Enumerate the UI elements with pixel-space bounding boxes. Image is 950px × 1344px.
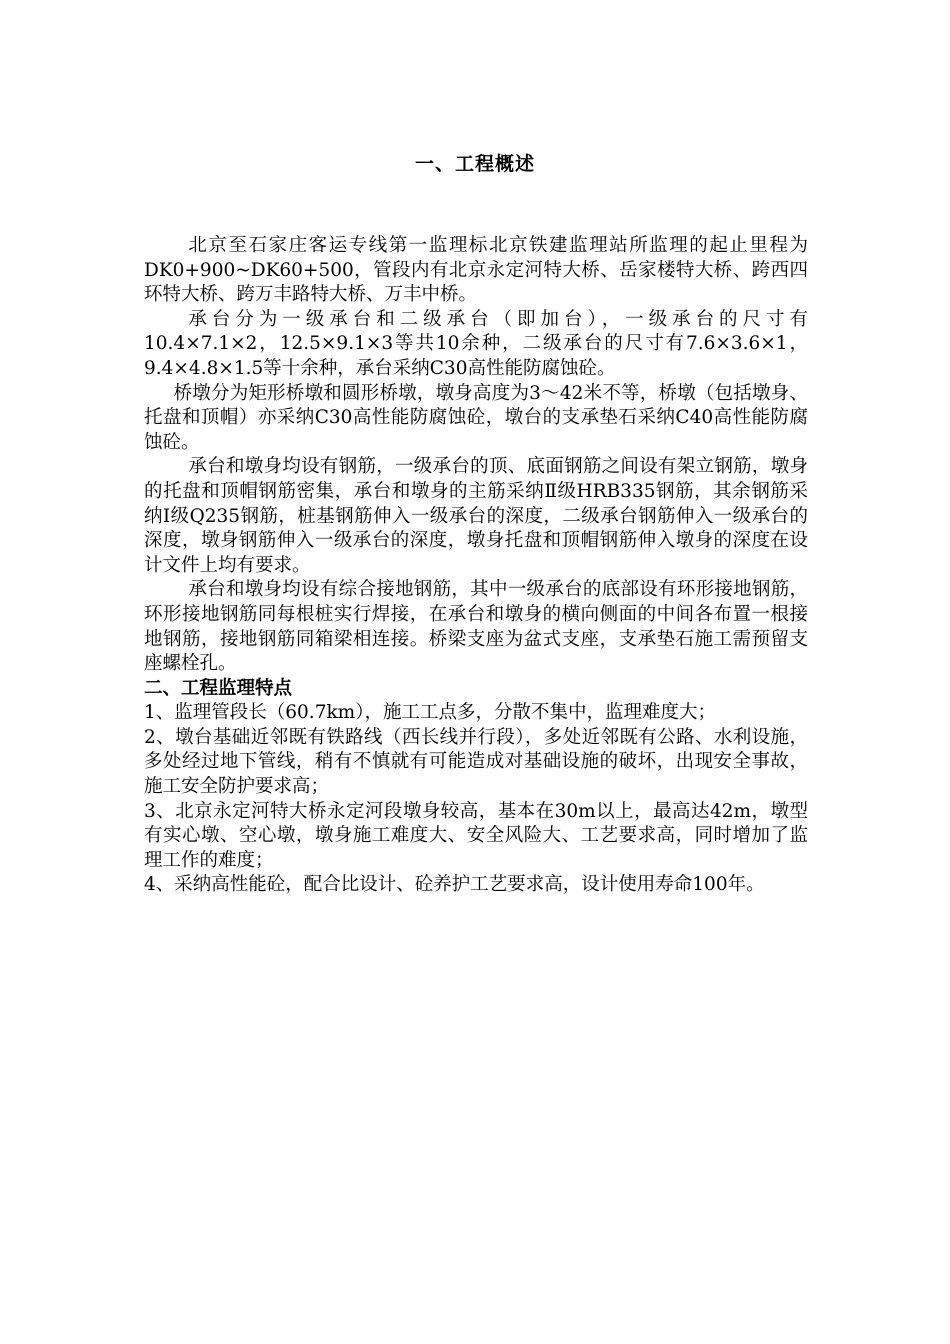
paragraph-grounding: 承台和墩身均设有综合接地钢筋，其中一级承台的底部设有环形接地钢筋，环形接地钢筋同每根桩实行焊接，在承台和墩身的横向侧面的中间各布置一根接地钢筋，接地钢筋同箱梁相连接。桥梁支座为盆式支座，支承垫石施工需预留支座螺栓孔。 [144,579,808,675]
paragraph-caps: 承台分为一级承台和二级承台（即加台），一级承台的尺寸有10.4×7.1×2，12.5×9.1×3等共10余种，二级承台的尺寸有7.6×3.6×1，9.4×4.8×1.5等十余种，承台采纳C30高性能防腐蚀砼。 [144,308,808,379]
list-item: 4、采纳高性能砼，配合比设计、砼养护工艺要求高，设计使用寿命100年。 [144,874,765,896]
paragraph-piers: 桥墩分为矩形桥墩和圆形桥墩，墩身高度为3～42米不等，桥墩（包括墩身、托盘和顶帽）亦采纳C30高性能防腐蚀砼，墩台的支承垫石采纳C40高性能防腐蚀砼。 [144,382,808,453]
list-item: 1、监理管段长（60.7km），施工工点多，分散不集中，监理难度大； [144,702,716,724]
page-title: 一、工程概述 [414,153,535,175]
paragraph-rebar: 承台和墩身均设有钢筋，一级承台的顶、底面钢筋之间设有架立钢筋，墩身的托盘和顶帽钢筋密集，承台和墩身的主筋采纳Ⅱ级HRB335钢筋，其余钢筋采纳Ⅰ级Q235钢筋，桩基钢筋伸入一级承台的深度，二级承台钢筋伸入一级承台的深度，墩身钢筋伸入一级承台的深度，墩身托盘和顶帽钢筋伸入墩身的深度在设计文件上均有要求。 [144,456,808,576]
document-body [144,234,808,898]
list-item: 3、北京永定河特大桥永定河段墩身较高，基本在30m以上，最高达42m，墩型有实心墩、空心墩，墩身施工难度大、安全风险大、工艺要求高，同时增加了监理工作的难度； [144,800,808,871]
list-item: 2、墩台基础近邻既有铁路线（西长线并行段），多处近邻既有公路、水利设施，多处经过地下管线，稍有不慎就有可能造成对基础设施的破坏，出现安全事故，施工安全防护要求高； [144,726,808,798]
paragraph-project-scope: 北京至石家庄客运专线第一监理标北京铁建监理站所监理的起止里程为DK0+900~DK60+500，管段内有北京永定河特大桥、岳家楼特大桥、跨西四环特大桥、跨万丰路特大桥、万丰中桥。 [144,235,808,306]
section-heading-supervision: 二、工程监理特点 [144,677,293,699]
